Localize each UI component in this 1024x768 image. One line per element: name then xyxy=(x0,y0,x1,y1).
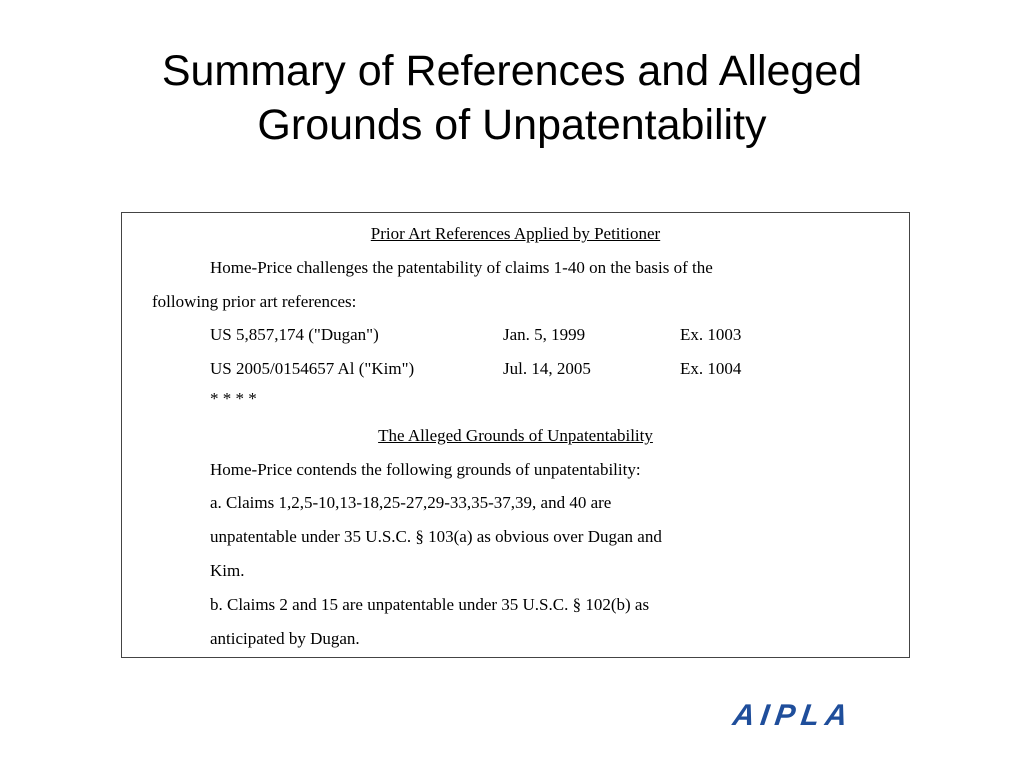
reference-1-number: US 5,857,174 ("Dugan") xyxy=(210,325,379,344)
intro-line-2: following prior art references: xyxy=(152,292,357,311)
document-excerpt xyxy=(121,212,910,658)
reference-2-exhibit: Ex. 1004 xyxy=(680,359,742,378)
slide-title xyxy=(0,44,1024,152)
slide-title-line-2: Grounds of Unpatentability xyxy=(257,101,767,149)
grounds-heading: The Alleged Grounds of Unpatentability xyxy=(378,426,653,445)
ground-b-line-2: anticipated by Dugan. xyxy=(210,629,360,648)
ground-a-line-2: unpatentable under 35 U.S.C. § 103(a) as obvious over Dugan and xyxy=(210,527,662,546)
prior-art-heading: Prior Art References Applied by Petitioner xyxy=(370,224,661,243)
slide-title-line-1: Summary of References and Alleged xyxy=(161,47,863,95)
intro-line-1: Home-Price challenges the patentability of claims 1-40 on the basis of the xyxy=(210,258,713,277)
ground-b-line-1: b. Claims 2 and 15 are unpatentable under 35 U.S.C. § 102(b) as xyxy=(210,595,650,614)
reference-2-date: Jul. 14, 2005 xyxy=(503,359,591,378)
aipla-logo: AIPLA xyxy=(730,699,856,732)
ground-a-line-1: a. Claims 1,2,5-10,13-18,25-27,29-33,35-37,39, and 40 are xyxy=(210,493,612,512)
reference-1-exhibit: Ex. 1003 xyxy=(680,325,742,344)
ground-a-line-3: Kim. xyxy=(210,561,245,580)
ellipsis-marker: * * * * xyxy=(210,389,257,408)
grounds-intro: Home-Price contends the following grounds of unpatentability: xyxy=(210,460,641,479)
reference-1-date: Jan. 5, 1999 xyxy=(503,325,586,344)
reference-2-number: US 2005/0154657 Al ("Kim") xyxy=(210,359,415,378)
